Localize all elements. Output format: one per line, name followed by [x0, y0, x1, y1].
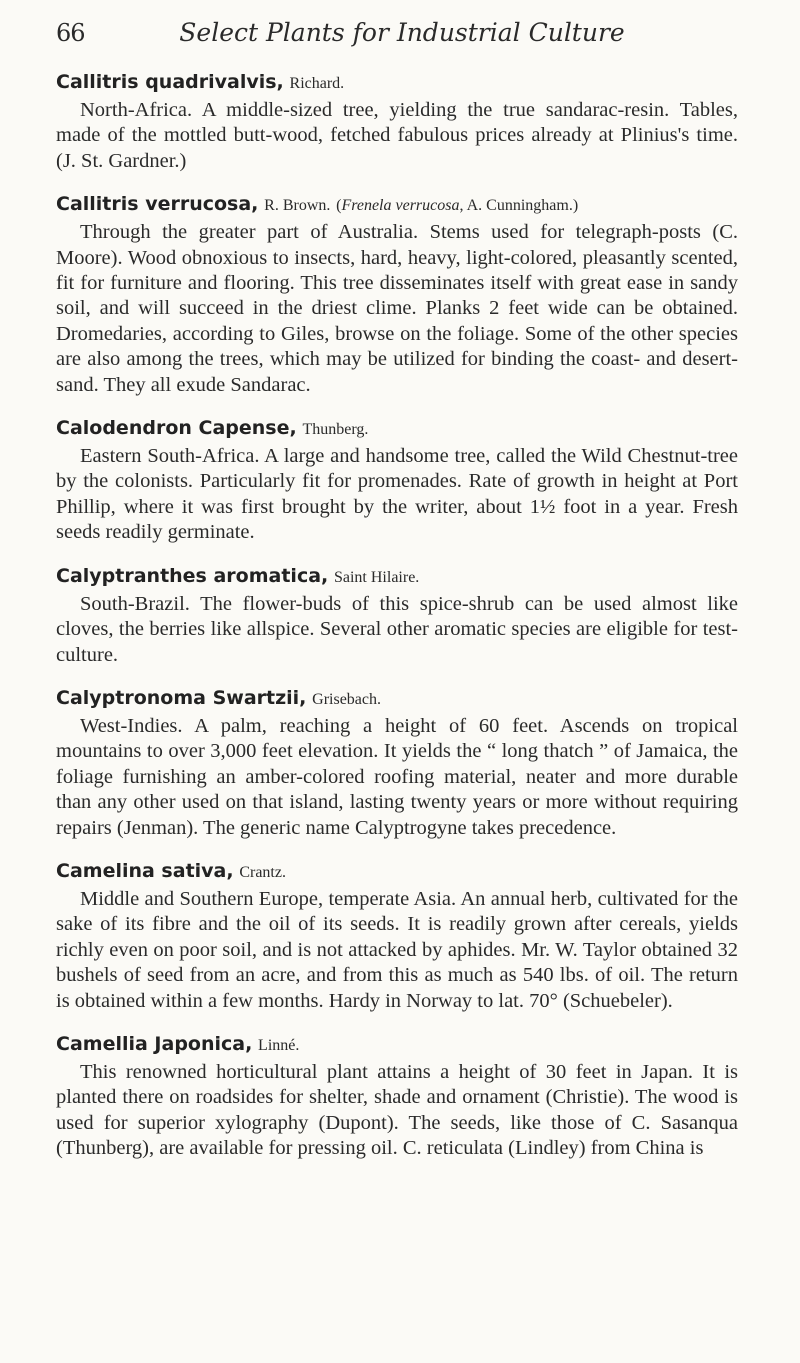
authority: Saint Hilaire. — [333, 568, 420, 586]
species-name: Calodendron Capense, — [56, 417, 297, 440]
entry-callitris-quadrivalvis — [56, 70, 738, 174]
page-number: 66 — [56, 19, 85, 47]
entry-heading — [56, 859, 738, 885]
entry-text: North-Africa. A middle-sized tree, yielding the true sandarac-resin. Tables, made of the mottled butt-wood, fetched fabulous prices already at Plinius's time. (J. St. Gardner.) — [56, 99, 738, 172]
entry-text: This renowned horticultural plant attains a height of 30 feet in Japan. It is planted there on roadsides for shelter, shade and ornament (Christie). The wood is used for superior xylography (Dupont). The seeds, like those of C. Sasanqua (Thunberg), are available for pressing oil. C. reticulata (Lindley) from China is — [56, 1060, 738, 1160]
authority: Grisebach. — [312, 690, 381, 708]
entry-camelina-sativa — [56, 859, 738, 1014]
entry-text: Middle and Southern Europe, temperate Asia. An annual herb, cultivated for the sake of its fibre and the oil of its seeds. It is readily grown after cereals, yields richly even on poor soil, and is not attacked by aphides. Mr. W. Taylor obtained 32 bushels of seed from an acre, and from this as much as 540 lbs. of oil. The return is obtained within a few months. Hardy in Norway to lat. 70° (Schuebeler). — [56, 887, 738, 1012]
entry-heading — [56, 416, 738, 442]
entry-calodendron-capense — [56, 416, 738, 546]
authority: Thunberg. — [302, 421, 369, 439]
entry-callitris-verrucosa — [56, 192, 738, 398]
entry-heading — [56, 70, 738, 96]
authority: Crantz. — [239, 863, 286, 881]
species-name: Calyptranthes aromatica, — [56, 564, 329, 587]
entry-heading — [56, 1032, 738, 1058]
running-title: Select Plants for Industrial Culture — [179, 18, 625, 47]
entry-heading — [56, 686, 738, 712]
running-head — [56, 18, 738, 52]
authority: R. Brown. — [264, 197, 331, 215]
species-name: Camellia Japonica, — [56, 1032, 253, 1055]
entry-calyptranthes-aromatica — [56, 564, 738, 668]
entry-text: West-Indies. A palm, reaching a height of 60 feet. Ascends on tropical mountains to over 3,000 feet elevation. It yields the “ long thatch ” of Jamaica, the foliage furnishing an amber-colored roofing material, neater and more durable than any other used on that island, lasting twenty years or more without requiring repairs (Jenman). The generic name Calyptrogyne takes precedence. — [56, 714, 738, 839]
entry-text: Eastern South-Africa. A large and handsome tree, called the Wild Chestnut-tree by the colonists. Particularly fit for promenades. Rate of growth in height at Port Phillip, where it was first brought by the writer, about 1½ foot in a year. Fresh seeds readily germinate. — [56, 445, 738, 544]
entry-calyptronoma-swartzii — [56, 686, 738, 841]
authority: Linné. — [258, 1036, 300, 1054]
entry-heading — [56, 192, 738, 218]
synonym: (Frenela verrucosa, A. Cunningham.) — [336, 197, 579, 215]
entry-camellia-japonica — [56, 1032, 738, 1162]
authority: Richard. — [289, 75, 345, 92]
species-name: Callitris quadrivalvis, — [56, 71, 284, 93]
entry-text: South-Brazil. The flower-buds of this spice-shrub can be used almost like cloves, the berries like allspice. Several other aromatic species are eligible for test-culture. — [56, 592, 738, 666]
species-name: Callitris verrucosa, — [56, 193, 259, 216]
entry-text: Through the greater part of Australia. Stems used for telegraph-posts (C. Moore). Wood obnoxious to insects, hard, heavy, light-colored, pleasantly scented, fit for furniture and flooring. This tree disseminates itself with great ease in sandy soil, and will succeed in the driest clime. Planks 2 feet wide can be obtained. Dromedaries, according to Giles, browse on the foliage. Some of the other species are also among the trees, which may be utilized for binding the coast- and desert-sand. They all exude Sandarac. — [56, 221, 738, 396]
species-name: Calyptronoma Swartzii, — [56, 686, 307, 709]
entry-heading — [56, 564, 738, 590]
species-name: Camelina sativa, — [56, 859, 234, 882]
